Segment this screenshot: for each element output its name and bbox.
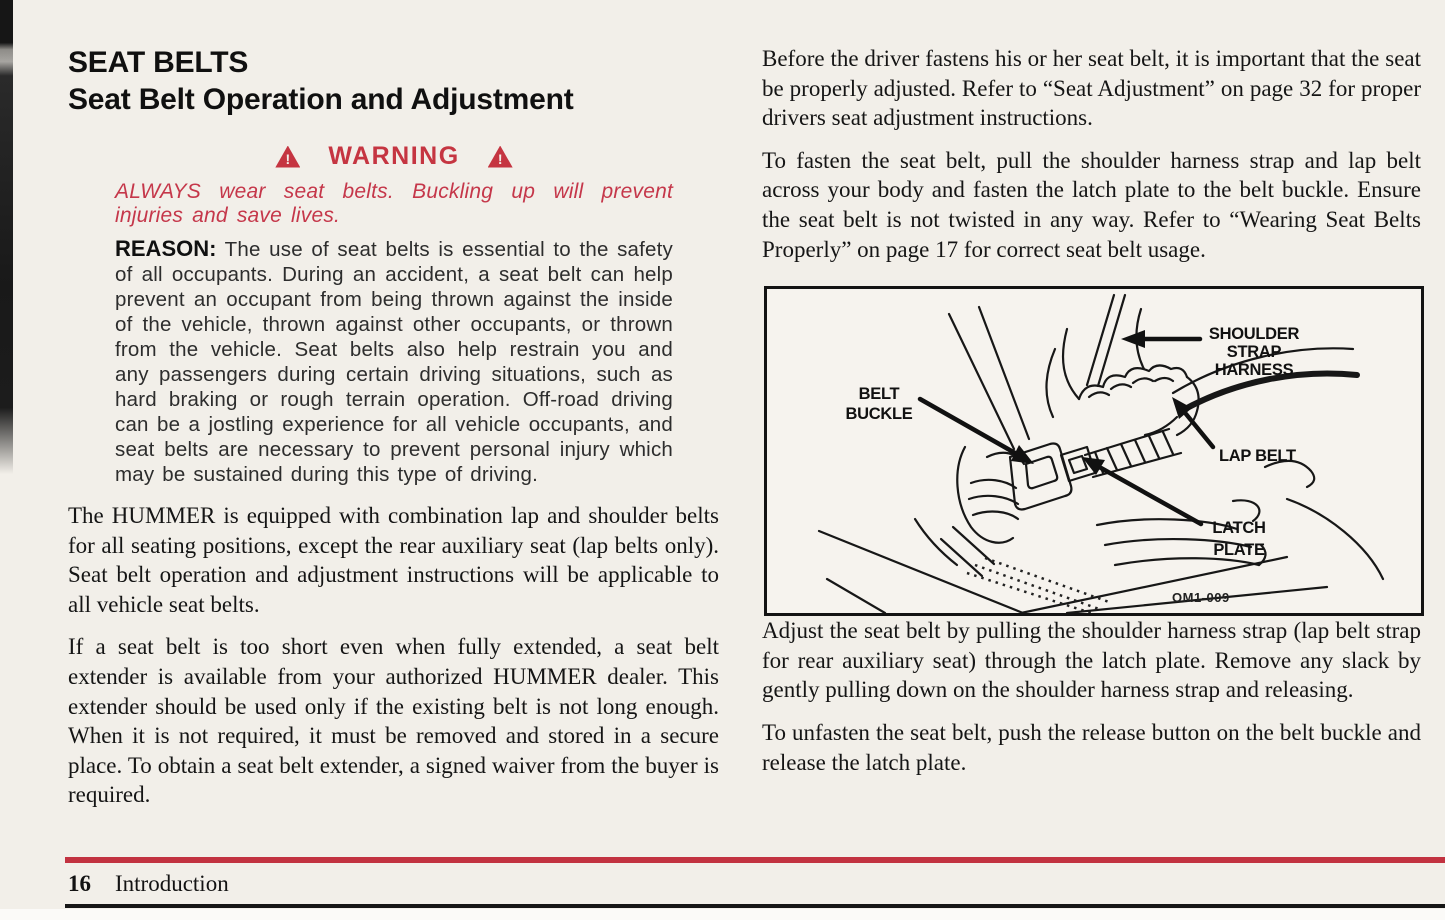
- seat-belt-illustration: [767, 289, 1421, 613]
- seat-belt-figure: [764, 286, 1424, 616]
- body-paragraph: To fasten the seat belt, pull the shoulder harness strap and lap belt across your body and fasten the latch plate to the belt buckle. Ensure the seat belt is not twisted in any way. Refer to “Wearing Seat Belts Properly” on page 17 for correct seat belt usage.: [762, 147, 1421, 262]
- body-paragraph: To unfasten the seat belt, push the release button on the belt buckle and release the latch plate.: [762, 719, 1421, 775]
- label-belt-buckle: BUCKLE: [845, 405, 913, 424]
- footer: [68, 871, 229, 897]
- footer-black-rule: [65, 904, 1445, 908]
- right-column: [762, 44, 1421, 777]
- label-shoulder-strap-harness: HARNESS: [1214, 361, 1294, 380]
- page-bottom-edge: [0, 909, 1445, 920]
- footer-red-rule: [65, 857, 1445, 863]
- warning-header: [115, 142, 673, 171]
- label-shoulder-strap-harness: SHOULDER: [1208, 325, 1300, 344]
- left-column: [68, 44, 719, 810]
- warning-block: [115, 142, 673, 487]
- warning-title: WARNING: [328, 142, 460, 170]
- section-title: SEAT BELTS: [68, 46, 249, 79]
- label-shoulder-strap-harness: STRAP: [1226, 343, 1282, 362]
- reason-label: REASON:: [115, 236, 217, 261]
- warning-triangle-icon: [275, 146, 300, 168]
- page-number: 16: [68, 871, 91, 896]
- page-title: Seat Belt Operation and Adjustment: [68, 83, 574, 116]
- page-binding-shadow: [0, 0, 13, 474]
- reason-text: The use of seat belts is essential to the safety of all occupants. During an accident, a seat belt can help prevent an occupant from being thrown against the inside of the vehicle, thrown against other occupants, or thrown from the vehicle. Seat belts also help restrain you and any passengers during certain driving situations, such as hard braking or rough terrain operation. Off-road driving can be a jostling experience for all vehicle occupants, and seat belts are necessary to prevent personal injury which may be sustained during this type of driving.: [115, 238, 674, 486]
- label-lap-belt: LAP BELT: [1219, 447, 1296, 466]
- body-paragraph: Before the driver fastens his or her seat belt, it is important that the seat be properly adjusted. Refer to “Seat Adjustment” on page 32 for proper drivers seat adjustment instructions.: [762, 46, 1421, 131]
- body-paragraph: The HUMMER is equipped with combination lap and shoulder belts for all seating positions, except the rear auxiliary seat (lap belts only). Seat belt operation and adjustment instructions will be applicable to all vehicle seat belts.: [68, 503, 719, 617]
- figure-code: OM1-009: [1172, 590, 1230, 606]
- body-paragraph: If a seat belt is too short even when fully extended, a seat belt extender is available from your authorized HUMMER dealer. This extender should be used only if the existing belt is not long enough. When it is not required, it must be removed and stored in a secure place. To obtain a seat belt extender, a signed waiver from the buyer is required.: [68, 634, 719, 808]
- label-latch-plate: LATCH: [1212, 519, 1266, 538]
- warning-triangle-icon: [488, 146, 513, 168]
- footer-section-label: Introduction: [115, 871, 229, 896]
- warning-message: ALWAYS wear seat belts. Buckling up will prevent injuries and save lives.: [115, 180, 673, 227]
- label-belt-buckle: BELT: [858, 385, 900, 404]
- warning-reason: [115, 236, 673, 487]
- label-latch-plate: PLATE: [1213, 541, 1265, 560]
- body-paragraph: Adjust the seat belt by pulling the shoulder harness strap (lap belt strap for rear auxiliary seat) through the latch plate. Remove any slack by gently pulling down on the shoulder harness strap and releasing.: [762, 618, 1421, 703]
